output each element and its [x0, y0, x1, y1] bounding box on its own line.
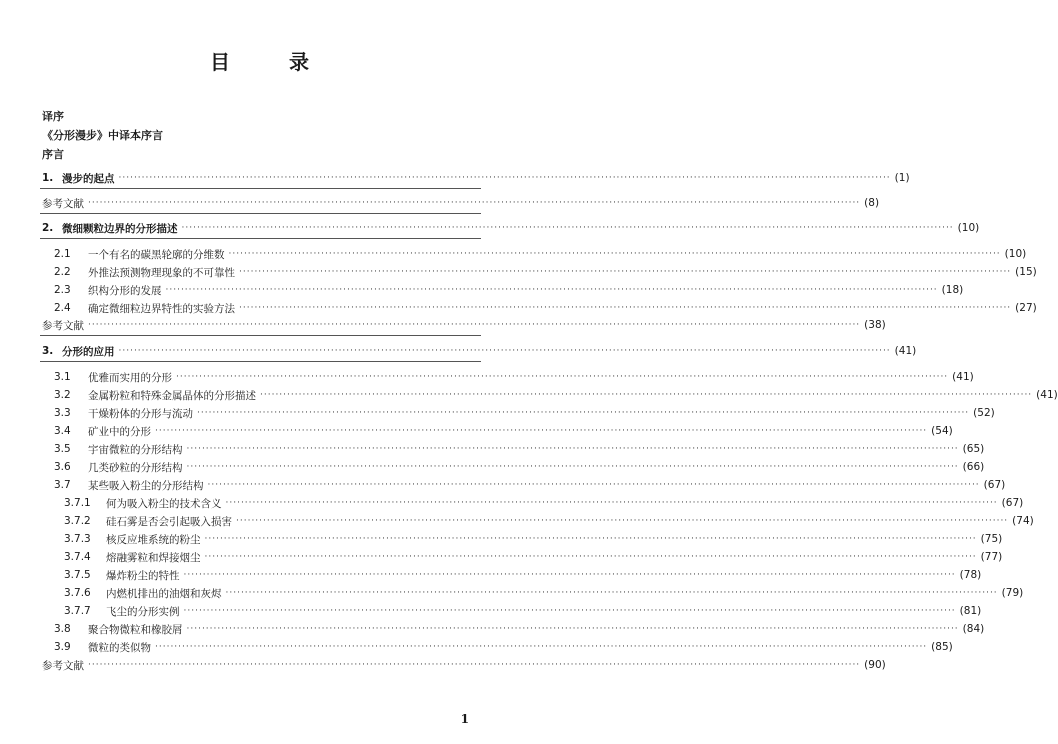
toc-entry[interactable]: [0, 282, 964, 298]
dot-leader: ········································································································································································································: [260, 390, 1033, 400]
toc-entry-number: 2.: [42, 222, 54, 234]
toc-entry-number: 3.7.5: [64, 569, 91, 581]
dot-leader: ········································································································································································································: [165, 285, 938, 295]
toc-entry-page: (66): [962, 461, 985, 473]
toc-entry-page: (18): [941, 284, 964, 296]
toc-entry-title: 内燃机排出的油烟和灰烬: [106, 587, 222, 600]
dot-leader: ········································································································································································································: [225, 498, 998, 508]
dot-leader: ········································································································································································································: [228, 249, 1001, 259]
toc-entry-title: 分形的应用: [62, 345, 115, 358]
toc-entry-number: 3.7: [54, 479, 71, 491]
toc-entry-number: 3.7.7: [64, 605, 91, 617]
toc-entry-title: 微粒的类似物: [88, 641, 151, 654]
toc-entry-number: 3.7.6: [64, 587, 91, 599]
toc-entry-page: (27): [1015, 302, 1037, 314]
toc-entry-number: 3.8: [54, 623, 71, 635]
toc-entry-number: 3.6: [54, 461, 71, 473]
toc-entry-title: 飞尘的分形实例: [106, 605, 180, 618]
dot-leader: ········································································································································································································: [181, 223, 954, 233]
toc-entry-page: (67): [983, 479, 1006, 491]
toc-entry-page: (78): [959, 569, 982, 581]
dot-leader: ········································································································································································································: [183, 606, 956, 616]
toc-entry-page: (8): [864, 197, 880, 209]
toc-entry-number: 1.: [42, 172, 54, 184]
toc-entry-number: 3.7.4: [64, 551, 91, 563]
toc-entry-title: 聚合物微粒和橡胶屑: [88, 623, 183, 636]
dot-leader: ········································································································································································································: [88, 660, 861, 670]
toc-entry-page: (67): [1001, 497, 1024, 509]
toc-entry-page: (77): [980, 551, 1003, 563]
toc-entry-number: 3.3: [54, 407, 71, 419]
toc-entry[interactable]: [0, 459, 985, 475]
toc-entry[interactable]: [0, 603, 982, 619]
toc-entry-page: (79): [1001, 587, 1024, 599]
toc-entry-title: 矿业中的分形: [88, 425, 151, 438]
toc-entry-title: 织构分形的发展: [88, 284, 162, 297]
toc-entry-page: (54): [931, 425, 953, 437]
dot-leader: ········································································································································································································: [225, 588, 998, 598]
toc-entry[interactable]: [0, 246, 1027, 262]
toc-entry-number: 3.2: [54, 389, 71, 401]
toc-entry-page: (75): [980, 533, 1003, 545]
dot-leader: ········································································································································································································: [204, 534, 977, 544]
dot-leader: ········································································································································································································: [239, 267, 1012, 277]
toc-entry-title: 金属粉粒和特殊金属晶体的分形描述: [88, 389, 256, 402]
dot-leader: ········································································································································································································: [176, 372, 949, 382]
toc-entry[interactable]: [0, 513, 1034, 529]
toc-entry-number: 3.7.2: [64, 515, 91, 527]
dot-leader: ········································································································································································································: [207, 480, 980, 490]
toc-entry-page: (90): [864, 659, 886, 671]
toc-entry[interactable]: [0, 343, 917, 359]
dot-leader: ········································································································································································································: [239, 303, 1012, 313]
dot-leader: ········································································································································································································: [88, 320, 861, 330]
toc-entry[interactable]: [0, 264, 1037, 280]
section-divider: [40, 188, 481, 189]
dot-leader: ········································································································································································································: [155, 426, 928, 436]
front-matter-item: 译序: [42, 110, 64, 123]
toc-entry-page: (84): [962, 623, 985, 635]
toc-entry[interactable]: [0, 477, 1006, 493]
dot-leader: ········································································································································································································: [186, 462, 959, 472]
toc-entry[interactable]: [0, 300, 1037, 316]
toc-entry-title: 漫步的起点: [62, 172, 115, 185]
toc-entry[interactable]: [0, 170, 910, 186]
toc-entry[interactable]: [0, 317, 886, 333]
section-divider: [40, 335, 481, 336]
toc-entry-number: 3.7.1: [64, 497, 91, 509]
dot-leader: ········································································································································································································: [186, 444, 959, 454]
toc-entry-title: 熔融雾粒和焊接烟尘: [106, 551, 201, 564]
toc-entry-title: 硅石雾是否会引起吸入损害: [106, 515, 232, 528]
toc-entry-number: 3.7.3: [64, 533, 91, 545]
dot-leader: ········································································································································································································: [204, 552, 977, 562]
toc-entry[interactable]: [0, 585, 1024, 601]
toc-entry-number: 3.: [42, 345, 54, 357]
toc-entry[interactable]: [0, 639, 953, 655]
toc-entry[interactable]: [0, 405, 995, 421]
toc-entry-page: (15): [1015, 266, 1037, 278]
dot-leader: ········································································································································································································: [118, 346, 891, 356]
toc-entry-page: (85): [931, 641, 953, 653]
toc-entry-title: 几类砂粒的分形结构: [88, 461, 183, 474]
toc-entry-title: 参考文献: [42, 659, 84, 672]
dot-leader: ········································································································································································································: [197, 408, 970, 418]
toc-entry-page: (38): [864, 319, 886, 331]
toc-entry[interactable]: [0, 567, 982, 583]
section-divider: [40, 213, 481, 214]
dot-leader: ········································································································································································································: [155, 642, 928, 652]
toc-entry[interactable]: [0, 657, 886, 673]
toc-entry-number: 2.4: [54, 302, 71, 314]
toc-entry-page: (81): [959, 605, 982, 617]
toc-entry-title: 优雅而实用的分形: [88, 371, 172, 384]
page-number: 1: [460, 712, 469, 726]
dot-leader: ········································································································································································································: [183, 570, 956, 580]
toc-entry-title: 某些吸入粉尘的分形结构: [88, 479, 204, 492]
front-matter-item: 序言: [42, 148, 64, 161]
toc-entry-number: 3.9: [54, 641, 71, 653]
dot-leader: ········································································································································································································: [236, 516, 1009, 526]
toc-entry-title: 参考文献: [42, 197, 84, 210]
toc-entry-title: 参考文献: [42, 319, 84, 332]
toc-entry-number: 2.1: [54, 248, 71, 260]
front-matter-item: 《分形漫步》中译本序言: [42, 129, 163, 142]
dot-leader: ········································································································································································································: [186, 624, 959, 634]
toc-entry[interactable]: [0, 621, 985, 637]
toc-entry[interactable]: [0, 531, 1003, 547]
toc-entry-title: 何为吸入粉尘的技术含义: [106, 497, 222, 510]
toc-entry-page: (10): [957, 222, 980, 234]
toc-entry-page: (1): [894, 172, 910, 184]
section-divider: [40, 238, 481, 239]
toc-entry-page: (52): [973, 407, 995, 419]
toc-entry-number: 2.2: [54, 266, 71, 278]
toc-entry[interactable]: [0, 549, 1003, 565]
toc-entry-page: (41): [1036, 389, 1058, 401]
toc-entry-title: 微细颗粒边界的分形描述: [62, 222, 178, 235]
toc-entry-title: 爆炸粉尘的特性: [106, 569, 180, 582]
toc-entry-page: (10): [1004, 248, 1027, 260]
toc-entry-title: 核反应堆系统的粉尘: [106, 533, 201, 546]
toc-entry-number: 2.3: [54, 284, 71, 296]
toc-entry-number: 3.4: [54, 425, 71, 437]
dot-leader: ········································································································································································································: [118, 173, 891, 183]
toc-entry[interactable]: [0, 495, 1024, 511]
toc-entry-number: 3.5: [54, 443, 71, 455]
toc-entry[interactable]: [0, 195, 880, 211]
toc-entry-page: (41): [952, 371, 974, 383]
toc-entry-title: 干燥粉体的分形与流动: [88, 407, 193, 420]
section-divider: [40, 361, 481, 362]
toc-entry[interactable]: [0, 441, 985, 457]
toc-entry-number: 3.1: [54, 371, 71, 383]
toc-entry-page: (74): [1012, 515, 1034, 527]
toc-entry-title: 确定微细粒边界特性的实验方法: [88, 302, 235, 315]
toc-entry-title: 一个有名的碳黑轮廓的分维数: [88, 248, 225, 261]
toc-entry[interactable]: [0, 423, 953, 439]
toc-entry-page: (65): [962, 443, 985, 455]
page-title: 目 录: [210, 50, 335, 74]
toc-entry[interactable]: [0, 369, 974, 385]
toc-entry-title: 宇宙微粒的分形结构: [88, 443, 183, 456]
dot-leader: ········································································································································································································: [88, 198, 861, 208]
toc-entry[interactable]: [0, 387, 1058, 403]
toc-entry-title: 外推法预测物理现象的不可靠性: [88, 266, 235, 279]
toc-entry-page: (41): [894, 345, 917, 357]
toc-entry[interactable]: [0, 220, 980, 236]
